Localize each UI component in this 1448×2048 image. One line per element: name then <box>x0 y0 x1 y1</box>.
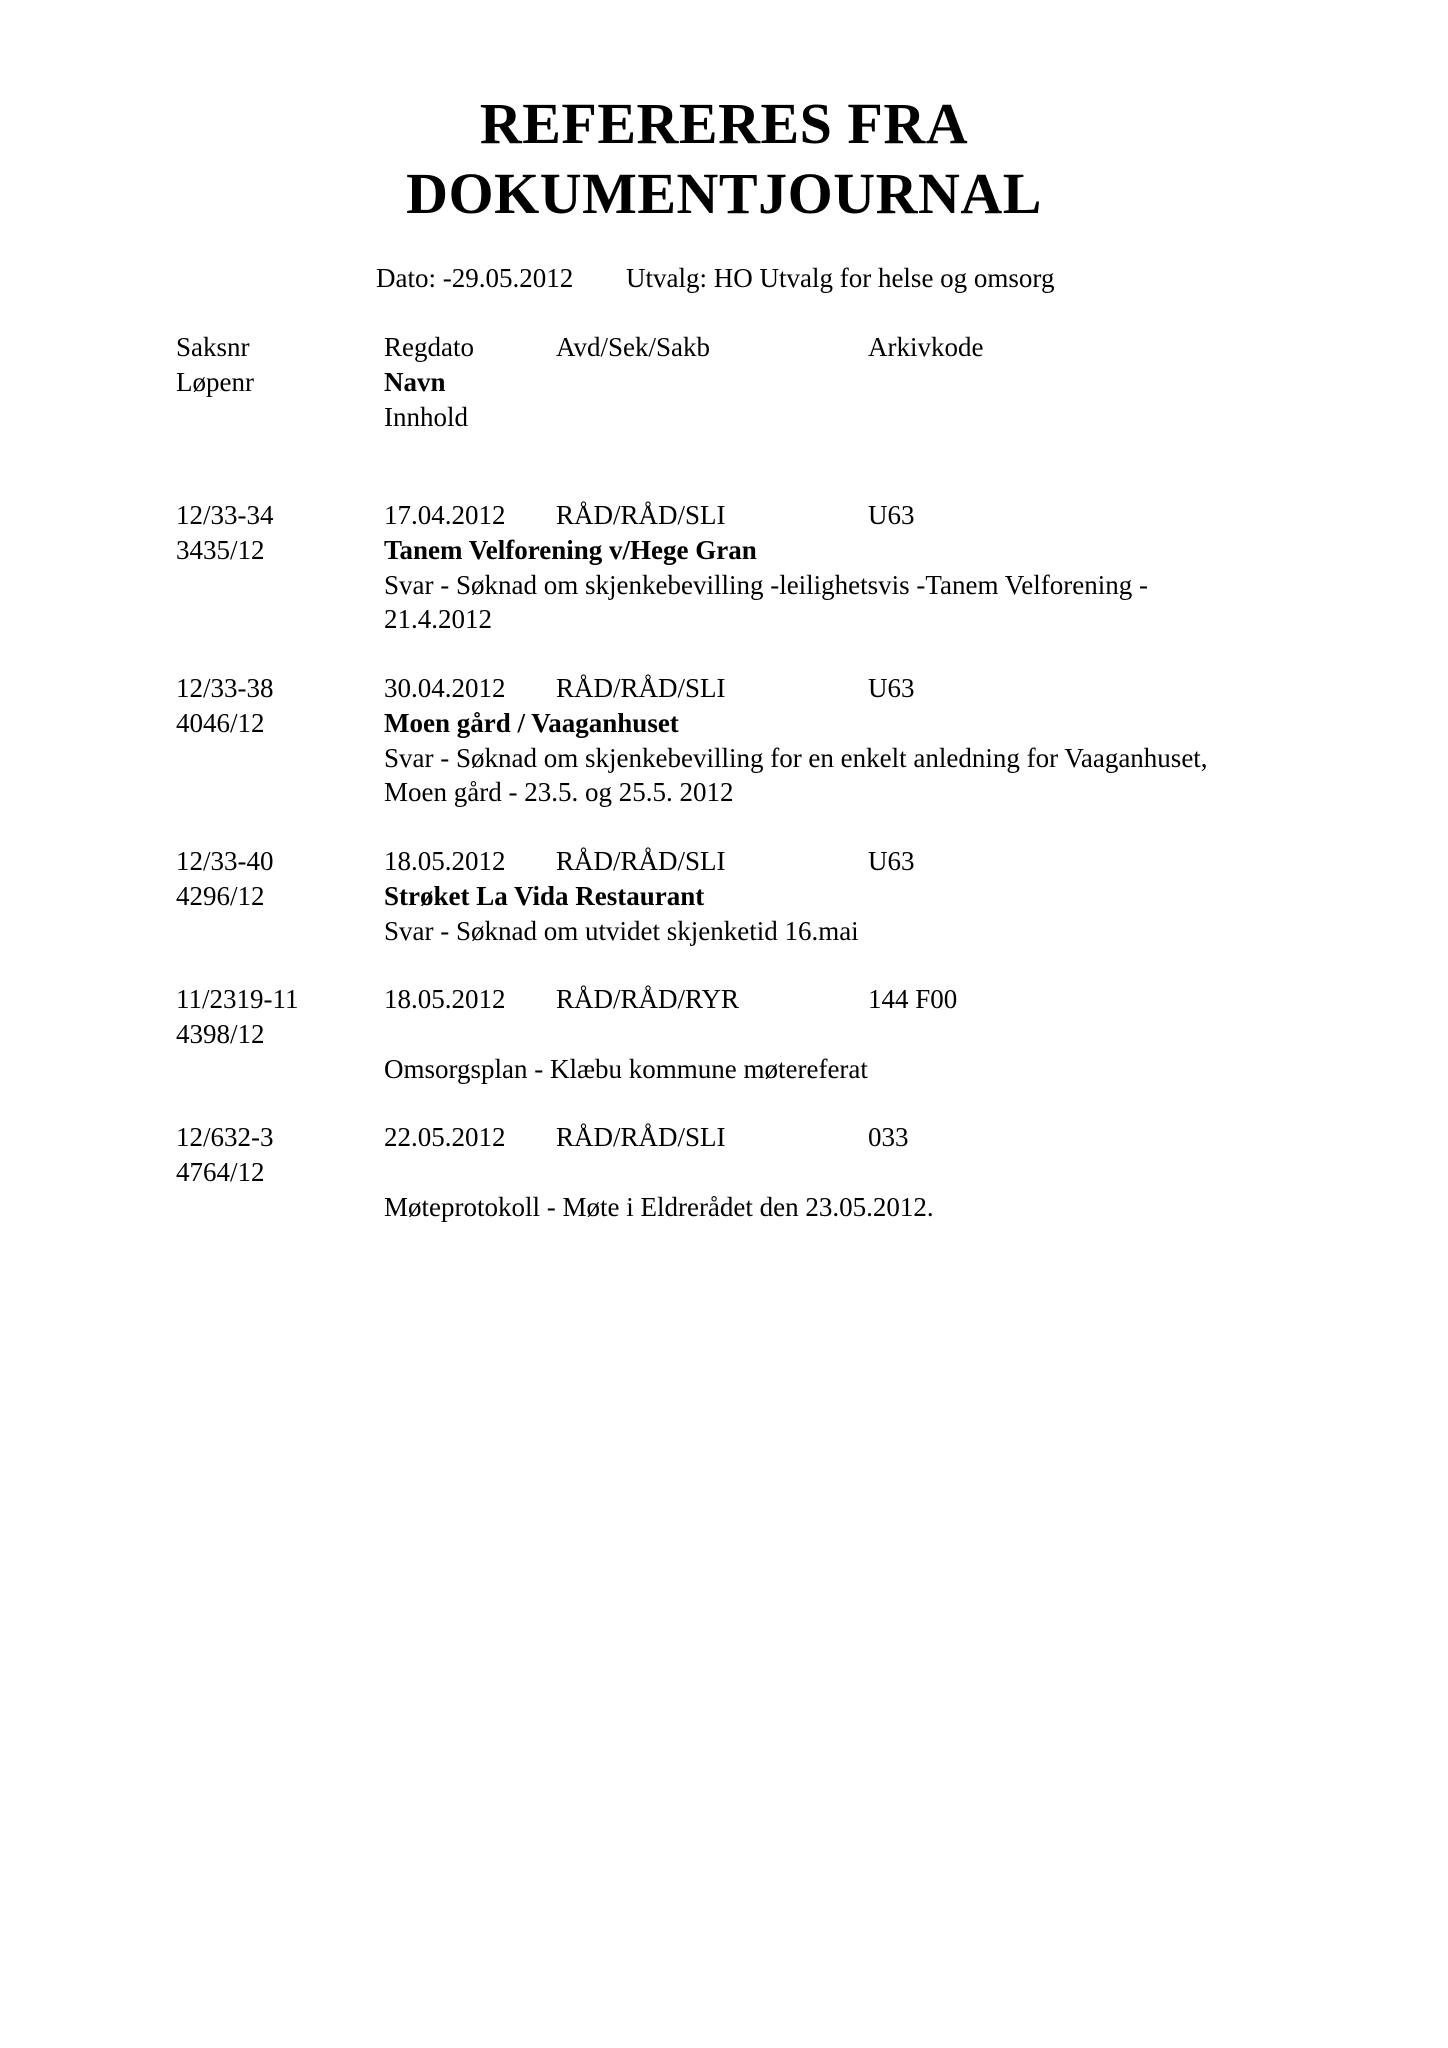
entry-innhold-line-1: Svar - Søknad om utvidet skjenketid 16.mai <box>384 916 859 946</box>
entry-innhold-line-1: Svar - Søknad om skjenkebevilling for en enkelt anledning for Vaaganhuset, <box>384 743 1208 773</box>
header-regdato: Regdato <box>384 332 474 362</box>
header-saksnr: Saksnr <box>176 332 250 362</box>
entry-lopenr: 4398/12 <box>176 1019 265 1049</box>
entry-regdato: 17.04.2012 <box>384 500 506 530</box>
header-lopenr: Løpenr <box>176 367 254 397</box>
meta-dato: Dato: -29.05.2012 <box>376 263 574 293</box>
entry-saksnr: 12/33-34 <box>176 500 274 530</box>
entry-arkivkode: 144 F00 <box>868 984 958 1014</box>
entry-innhold-line-2: Moen gård - 23.5. og 25.5. 2012 <box>384 777 734 807</box>
document-title-line-2: DOKUMENTJOURNAL <box>406 161 1042 226</box>
header-arkivkode: Arkivkode <box>868 332 984 362</box>
entry-avd-sek-sakb: RÅD/RÅD/SLI <box>556 500 726 530</box>
entry-lopenr: 4296/12 <box>176 881 265 911</box>
entry-lopenr: 4046/12 <box>176 708 265 738</box>
entry-navn: Strøket La Vida Restaurant <box>384 881 705 911</box>
entry-saksnr: 12/33-38 <box>176 673 274 703</box>
entry-innhold-line-1: Omsorgsplan - Klæbu kommune møtereferat <box>384 1054 868 1084</box>
entry-arkivkode: U63 <box>868 673 915 703</box>
entry-avd-sek-sakb: RÅD/RÅD/SLI <box>556 1122 726 1152</box>
header-innhold: Innhold <box>384 402 468 432</box>
entry-innhold-line-2: 21.4.2012 <box>384 604 492 634</box>
entry-regdato: 22.05.2012 <box>384 1122 506 1152</box>
entry-regdato: 18.05.2012 <box>384 984 506 1014</box>
entry-innhold-line-1: Svar - Søknad om skjenkebevilling -leilighetsvis -Tanem Velforening - <box>384 570 1148 600</box>
entry-lopenr: 3435/12 <box>176 535 265 565</box>
entry-navn: Moen gård / Vaaganhuset <box>384 708 679 738</box>
entry-avd-sek-sakb: RÅD/RÅD/RYR <box>556 984 740 1014</box>
header-avd-sek-sakb: Avd/Sek/Sakb <box>556 332 710 362</box>
header-navn: Navn <box>384 367 446 397</box>
entry-saksnr: 12/33-40 <box>176 846 274 876</box>
entry-arkivkode: U63 <box>868 500 915 530</box>
entry-saksnr: 11/2319-11 <box>176 984 299 1014</box>
entry-avd-sek-sakb: RÅD/RÅD/SLI <box>556 846 726 876</box>
entry-arkivkode: U63 <box>868 846 915 876</box>
entry-navn: Tanem Velforening v/Hege Gran <box>384 535 757 565</box>
document-title-line-1: REFERERES FRA <box>479 91 969 156</box>
entry-lopenr: 4764/12 <box>176 1157 265 1187</box>
entry-avd-sek-sakb: RÅD/RÅD/SLI <box>556 673 726 703</box>
entry-saksnr: 12/632-3 <box>176 1122 274 1152</box>
entry-innhold-line-1: Møteprotokoll - Møte i Eldrerådet den 23.05.2012. <box>384 1192 934 1222</box>
entry-arkivkode: 033 <box>868 1122 909 1152</box>
entry-regdato: 30.04.2012 <box>384 673 506 703</box>
entry-regdato: 18.05.2012 <box>384 846 506 876</box>
meta-utvalg: Utvalg: HO Utvalg for helse og omsorg <box>626 263 1055 293</box>
